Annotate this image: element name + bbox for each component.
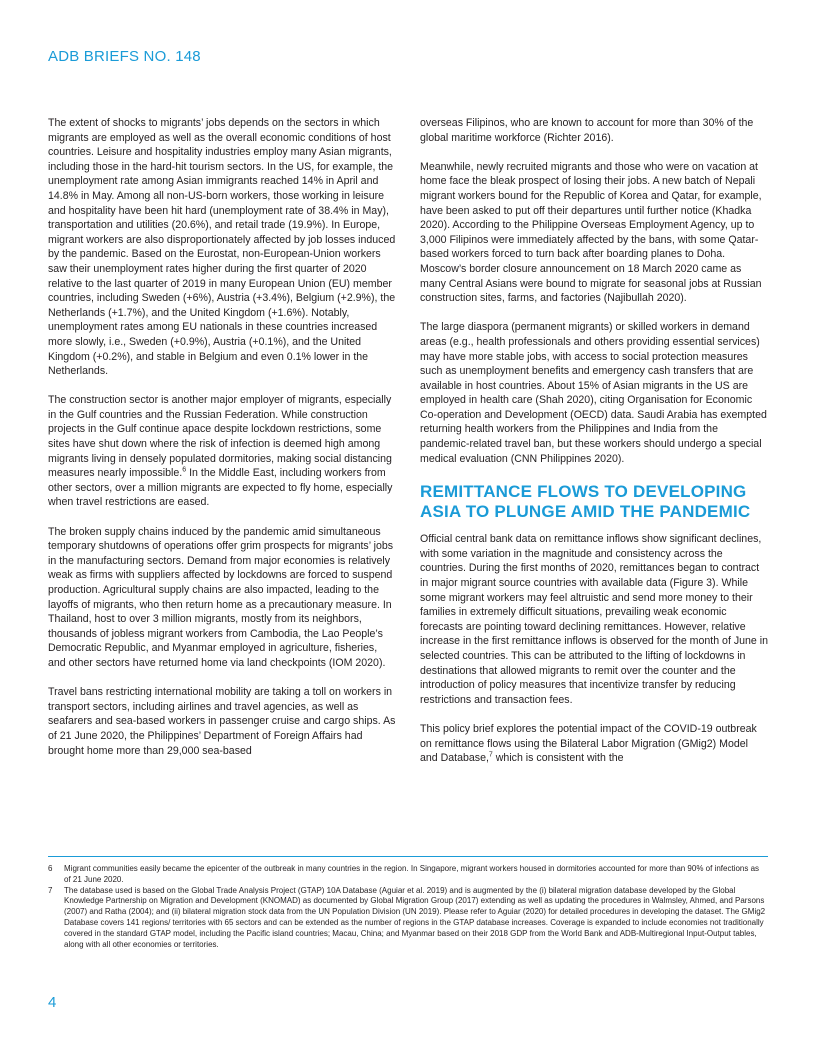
footnote — [48, 886, 766, 951]
footnote-ref[interactable]: 6 — [182, 466, 187, 474]
body-paragraph: Travel bans restricting international mobility are taking a toll on workers in transport sectors, including airlines and travel agencies, as well as seafarers and sea-based workers in passenger cruise and cargo ships. As of 21 June 2020, the Philippines’ Department of Foreign Affairs had brought home more than 29,000 sea-based — [48, 686, 396, 757]
right-column — [420, 116, 768, 780]
paragraph-text: The construction sector is another major employer of migrants, especially in the Gulf countries and the Russian Federation. While construction projects in the Gulf continue apace despite lockdown restrictions, some sites have shut down where the risk of infection is deemed high among migrants living in densely populated dormitories, making social distancing measures nearly impossible. — [48, 394, 392, 480]
footnote — [48, 864, 766, 886]
running-header: ADB BRIEFS NO. 148 — [48, 48, 201, 65]
footnote-ref[interactable]: 7 — [488, 751, 493, 759]
footnote-number: 6 — [48, 864, 53, 873]
body-paragraph — [420, 722, 768, 766]
body-paragraph: overseas Filipinos, who are known to account for more than 30% of the global maritime workforce (Richter 2016). — [420, 117, 754, 144]
body-paragraph — [48, 393, 396, 510]
body-paragraph: The broken supply chains induced by the pandemic amid simultaneous temporary shutdowns of operations offer grim prospects for migrants’ jobs in the manufacturing sectors. Demand from major economies is relatively weak as firms with suppliers affected by lockdowns are forced to suspend production. Agricultural supply chains are also impacted, leading to the layoffs of migrants, who then return home as a precautionary measure. In Thailand, host to over 3 million migrants, mostly from its neighbors, thousands of jobless migrant workers from Cambodia, the Lao People’s Democratic Republic, and Myanmar employed in agriculture, fisheries, and other sectors have returned home via land checkpoints (IOM 2020). — [48, 525, 394, 669]
body-paragraph: The extent of shocks to migrants’ jobs depends on the sectors in which migrants are employed as well as the overall economic conditions of host countries. Leisure and hospitality industries employ many Asian migrants, including those in the hard-hit tourism sectors. In the US, for example, the unemployment rate among Asian immigrants reached 14% in April and 14.8% in May. Among all non-US-born workers, those working in leisure and hospitality have been hit hard (unemployment rate of 38.4% in May), transportation and utilities (20.6%), and retail trade (19.9%). In Europe, migrant workers are also disproportionately affected by job losses induced by the pandemic. Based on the Eurostat, non-European-Union workers saw their unemployment rates higher during the first quarter of 2020 relative to the last quarter of 2019 in many European Union (EU) member countries, including Sweden (+6%), Austria (+3.4%), Belgium (+2.9%), the Netherlands (+1.7%), and the United Kingdom (+1.6%). Notably, unemployment rates among EU nationals in these countries increased more slowly, i.e., Sweden (+0.9%), Austria (+0.1%), and the United Kingdom (+0.2%), and stable in Belgium and even 0.1% lower in the Netherlands. — [48, 117, 396, 378]
footnotes — [48, 864, 766, 950]
footnote-text: The database used is based on the Global Trade Analysis Project (GTAP) 10A Database (Aguiar et al. 2019) and is augmented by the (i) bilateral migration database developed by the Global Knowledge Partnership on Migration and Development (KNOMAD) as documented by Global Migration Group (2017) extending as well as updating the procedures in Walmsley, Ahmed, and Parsons (2007) and Ratha (2004); and (ii) bilateral migration stock data from the UN Population Division (UN 2019). Please refer to Aguiar (2020) for detailed procedures in developing the dataset. The GMig2 Database covers 141 regions/ territories with 65 sectors and can be extended as the number of regions in the GTAP database increases. Coverage is expanded to include economies not traditionally covered in the standard GTAP model, including the Pacific island countries; Macau, China; and Myanmar based on their 2018 GDP from the World Bank and ADB-Multiregional Input-Output tables, along with all other economies or territories. — [64, 885, 766, 949]
paragraph-text: which is consistent with the — [492, 752, 624, 765]
footnote-text: Migrant communities easily became the epicenter of the outbreak in many countries in the region. In Singapore, migrant workers housed in dormitories accounted for more than 90% of infections as of 21 June 2020. — [64, 864, 760, 884]
body-paragraph: The large diaspora (permanent migrants) or skilled workers in demand areas (e.g., health professionals and others providing essential services) may have more stable jobs, with access to social protection measures such as unemployment benefits and emergency cash transfers that are available in host countries. About 15% of Asian migrants in the US are employed in health care (Shah 2020), citing Organisation for Economic Co-operation and Development (OECD) data. Saudi Arabia has exempted returning health workers from the Philippines and India from the pandemic-related travel ban, but these workers should undergo a special medical evaluation (CNN Philippines 2020). — [420, 321, 767, 465]
paragraph-text: This policy brief explores the potential impact of the COVID-19 outbreak on remittance flows using the Bilateral Labor Migration (GMig2) Model and Database, — [420, 722, 757, 765]
page-number: 4 — [48, 994, 57, 1011]
footnote-divider — [48, 856, 768, 857]
body-paragraph: Meanwhile, newly recruited migrants and those who were on vacation at home face the bleak prospect of losing their jobs. A new batch of Nepali migrant workers bound for the Republic of Korea and Qatar, for example, have been asked to put off their departures until further notice (Khadka 2020). According to the Philippine Overseas Employment Agency, up to 3,000 Filipinos were immediately affected by the bans, with some Qatar-based workers forced to turn back after boarding planes to Doha. Moscow’s border closure announcement on 18 March 2020 came as many Central Asians were bound to migrate for seasonal jobs at Russian construction sites, farms, and factories (Najibullah 2020). — [420, 160, 762, 305]
left-column — [48, 116, 396, 773]
body-paragraph: Official central bank data on remittance inflows show significant declines, with some variation in the magnitude and consistency across the countries. During the first months of 2020, remittances began to contract in major migrant source countries with available data (Figure 3). While some migrant workers may feel altruistic and send more money to their families in extremely difficult situations, prevailing weak economic forecasts are pointing toward declining remittances. However, relative increase in the first remittance inflows is observed for the month of June in selected countries. This can be attributed to the lifting of lockdowns in destinations that allowed migrants to remit over the counter and the introduction of policy measures that incentivize transfer by reducing restrictions and transaction fees. — [420, 533, 768, 706]
section-heading: REMITTANCE FLOWS TO DEVELOPING ASIA TO PLUNGE AMID THE PANDEMIC — [420, 482, 751, 522]
paragraph-text: In the Middle East, including workers from other sectors, over a million migrants are expected to fly home, especially when travel restrictions are eased. — [48, 467, 393, 509]
footnote-number: 7 — [48, 885, 53, 895]
